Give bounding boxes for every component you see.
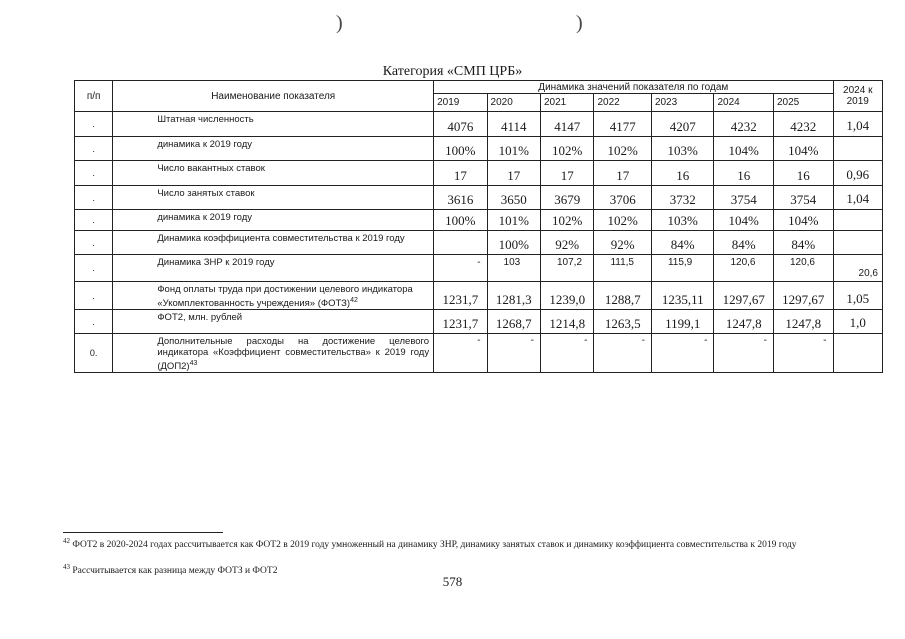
value-cell: 1231,7 xyxy=(434,310,487,334)
value-cell: 1247,8 xyxy=(773,310,833,334)
footnote-divider xyxy=(63,532,223,533)
indicator-name-text: динамика к 2019 году xyxy=(157,212,253,223)
value-cell: 102% xyxy=(541,210,594,231)
indicator-name-text: Динамика коэффициента совместительства к 2019 году xyxy=(157,233,405,244)
table-row xyxy=(75,310,883,334)
value-cell: 102% xyxy=(594,137,651,161)
value-cell: 103% xyxy=(651,137,714,161)
row-number: . xyxy=(75,210,113,231)
value-cell: 104% xyxy=(773,137,833,161)
value-cell: 100% xyxy=(434,210,487,231)
value-cell: 4232 xyxy=(714,112,774,137)
value-cell: - xyxy=(594,334,651,373)
indicator-name xyxy=(113,255,434,282)
indicator-name-text: Дополнительные расходы на достижение целевого индикатора «Коэффициент совместительства» к 2019 году (ДОП2) xyxy=(157,336,430,373)
value-cell: - xyxy=(714,334,774,373)
header-year: 2024 xyxy=(714,94,774,112)
ratio-cell: 0,96 xyxy=(833,161,883,186)
value-cell: 120,6 xyxy=(714,255,774,282)
value-cell: 16 xyxy=(714,161,774,186)
indicator-name xyxy=(113,334,434,373)
ratio-cell: 20,6 xyxy=(833,255,883,282)
value-cell: 17 xyxy=(434,161,487,186)
value-cell: 1247,8 xyxy=(714,310,774,334)
value-cell: 4177 xyxy=(594,112,651,137)
value-cell: 3754 xyxy=(714,186,774,210)
footnote-text: ФОТ2 в 2020-2024 годах рассчитывается как ФОТ2 в 2019 году умноженный на динамику ЗНР, динамику занятых ставок и динамику коэффициента совместительства к 2019 году xyxy=(72,540,797,551)
value-cell: 3679 xyxy=(541,186,594,210)
table-row xyxy=(75,210,883,231)
value-cell: 104% xyxy=(714,137,774,161)
footnote xyxy=(63,536,853,551)
footnote-text: Рассчитывается как разница между ФОТЗ и ФОТ2 xyxy=(72,566,278,577)
footnote-mark: 43 xyxy=(63,563,70,571)
table-row xyxy=(75,137,883,161)
header-name: Наименование показателя xyxy=(113,81,434,112)
value-cell: 1297,67 xyxy=(714,282,774,310)
value-cell: - xyxy=(541,334,594,373)
value-cell: 3732 xyxy=(651,186,714,210)
value-cell: 3754 xyxy=(773,186,833,210)
table-row xyxy=(75,282,883,310)
indicator-table xyxy=(74,80,883,373)
value-cell: 100% xyxy=(487,231,540,255)
ratio-cell: 1,04 xyxy=(833,112,883,137)
header-year: 2023 xyxy=(651,94,714,112)
value-cell: 102% xyxy=(594,210,651,231)
header-dynamics-group: Динамика значений показателя по годам xyxy=(434,81,833,94)
header-year: 2022 xyxy=(594,94,651,112)
indicator-name-text: ФОТ2, млн. рублей xyxy=(157,312,243,324)
row-number: . xyxy=(75,255,113,282)
value-cell: 84% xyxy=(651,231,714,255)
value-cell: 17 xyxy=(594,161,651,186)
page-number: 578 xyxy=(442,574,463,589)
table-row xyxy=(75,161,883,186)
row-number: . xyxy=(75,186,113,210)
row-number: . xyxy=(75,161,113,186)
margin-mark-left: ) xyxy=(336,12,343,34)
header-year: 2019 xyxy=(434,94,487,112)
value-cell: 92% xyxy=(541,231,594,255)
footnote-mark: 42 xyxy=(63,537,70,545)
value-cell: 104% xyxy=(714,210,774,231)
value-cell: - xyxy=(434,334,487,373)
value-cell: 104% xyxy=(773,210,833,231)
row-number: 0. xyxy=(75,334,113,373)
value-cell: 17 xyxy=(541,161,594,186)
margin-mark-right: ) xyxy=(576,12,583,34)
header-year: 2025 xyxy=(773,94,833,112)
value-cell: 103% xyxy=(651,210,714,231)
value-cell: 100% xyxy=(434,137,487,161)
ratio-cell xyxy=(833,137,883,161)
indicator-name xyxy=(113,137,434,161)
value-cell: - xyxy=(773,334,833,373)
value-cell: 102% xyxy=(541,137,594,161)
ratio-cell xyxy=(833,231,883,255)
document-title: Категория «СМП ЦРБ» xyxy=(382,64,523,79)
row-number: . xyxy=(75,310,113,334)
value-cell: 4207 xyxy=(651,112,714,137)
value-cell: 1199,1 xyxy=(651,310,714,334)
value-cell xyxy=(434,231,487,255)
value-cell: 107,2 xyxy=(541,255,594,282)
value-cell: - xyxy=(434,255,487,282)
value-cell: 1288,7 xyxy=(594,282,651,310)
value-cell: 1297,67 xyxy=(773,282,833,310)
table-row xyxy=(75,334,883,373)
value-cell: 1263,5 xyxy=(594,310,651,334)
ratio-cell: 1,04 xyxy=(833,186,883,210)
indicator-name-text: Число вакантных ставок xyxy=(157,163,265,174)
table-row xyxy=(75,112,883,137)
indicator-name xyxy=(113,186,434,210)
row-number: . xyxy=(75,137,113,161)
indicator-name xyxy=(113,231,434,255)
value-cell: 4232 xyxy=(773,112,833,137)
value-cell: 1231,7 xyxy=(434,282,487,310)
footnote-ref: 42 xyxy=(350,297,358,304)
value-cell: 4076 xyxy=(434,112,487,137)
value-cell: 3706 xyxy=(594,186,651,210)
table-row xyxy=(75,255,883,282)
header-ratio-line1: 2024 к xyxy=(843,85,873,96)
value-cell: 17 xyxy=(487,161,540,186)
indicator-name xyxy=(113,210,434,231)
value-cell: 1214,8 xyxy=(541,310,594,334)
indicator-name xyxy=(113,310,434,334)
table-row xyxy=(75,231,883,255)
value-cell: 1281,3 xyxy=(487,282,540,310)
value-cell: - xyxy=(487,334,540,373)
indicator-name-text: Фонд оплаты труда при достижении целевого индикатора «Укомплектованность учреждения» (ФОТЗ) xyxy=(157,284,413,310)
table-row xyxy=(75,186,883,210)
indicator-name xyxy=(113,282,434,310)
value-cell: 103 xyxy=(487,255,540,282)
ratio-cell: 1,0 xyxy=(833,310,883,334)
header-ratio xyxy=(833,81,883,112)
value-cell: 16 xyxy=(651,161,714,186)
ratio-cell xyxy=(833,210,883,231)
value-cell: 84% xyxy=(773,231,833,255)
value-cell: 120,6 xyxy=(773,255,833,282)
value-cell: 115,9 xyxy=(651,255,714,282)
value-cell: 4114 xyxy=(487,112,540,137)
indicator-name-text: Число занятых ставок xyxy=(157,188,255,199)
value-cell: 3650 xyxy=(487,186,540,210)
value-cell: 1239,0 xyxy=(541,282,594,310)
indicator-name-text: динамика к 2019 году xyxy=(157,139,253,150)
value-cell: 92% xyxy=(594,231,651,255)
indicator-name-text: Штатная численность xyxy=(157,114,254,125)
value-cell: 84% xyxy=(714,231,774,255)
value-cell: 101% xyxy=(487,210,540,231)
value-cell: 111,5 xyxy=(594,255,651,282)
row-number: . xyxy=(75,112,113,137)
value-cell: 1268,7 xyxy=(487,310,540,334)
indicator-name xyxy=(113,161,434,186)
value-cell: - xyxy=(651,334,714,373)
row-number: . xyxy=(75,282,113,310)
ratio-cell: 1,05 xyxy=(833,282,883,310)
value-cell: 4147 xyxy=(541,112,594,137)
ratio-cell xyxy=(833,334,883,373)
footnote-ref: 43 xyxy=(189,360,198,368)
row-number: . xyxy=(75,231,113,255)
header-ratio-line2: 2019 xyxy=(846,96,869,107)
value-cell: 101% xyxy=(487,137,540,161)
indicator-name xyxy=(113,112,434,137)
value-cell: 16 xyxy=(773,161,833,186)
value-cell: 1235,11 xyxy=(651,282,714,310)
header-year: 2021 xyxy=(541,94,594,112)
header-year: 2020 xyxy=(487,94,540,112)
table-body xyxy=(75,112,883,373)
value-cell: 3616 xyxy=(434,186,487,210)
header-num: п/п xyxy=(75,81,113,112)
indicator-name-text: Динамика ЗНР к 2019 году xyxy=(157,257,275,268)
